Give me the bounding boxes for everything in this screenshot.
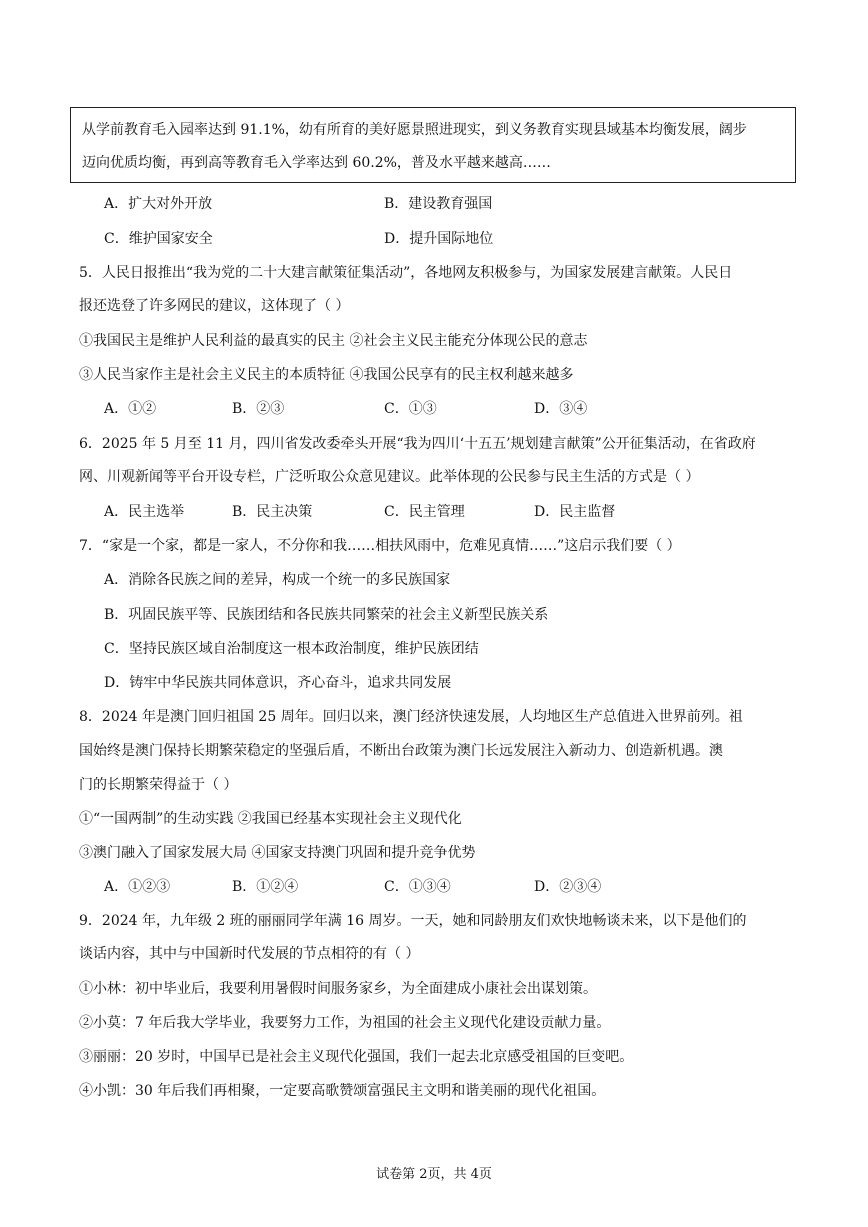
q5-option-c: C．①③ xyxy=(384,401,437,417)
q7-stem: 7．“家是一个家，都是一家人，不分你和我……相扶风雨中，危难见真情……”这启示我们要（ ） xyxy=(79,538,681,554)
q4-option-a: A．扩大对外开放 xyxy=(104,196,213,212)
q6-stem-line-2: 网、川观新闻等平台开设专栏，广泛听取公众意见建议。此举体现的公民参与民主生活的方式是（ ） xyxy=(79,469,700,485)
q9-statement-1: ①小林：初中毕业后，我要利用暑假时间服务家乡，为全面建成小康社会出谋划策。 xyxy=(79,981,597,997)
q8-option-b: B．①②④ xyxy=(232,879,299,895)
q8-option-c: C．①③④ xyxy=(384,879,451,895)
q5-statements-2: ③人民当家作主是社会主义民主的本质特征 ④我国公民享有的民主权利越来越多 xyxy=(79,367,574,383)
q9-statement-3: ③丽丽：20 岁时，中国早已是社会主义现代化强国，我们一起去北京感受祖国的巨变吧。 xyxy=(79,1049,634,1065)
q8-statements-2: ③澳门融入了国家发展大局 ④国家支持澳门巩固和提升竞争优势 xyxy=(79,845,476,861)
q5-option-a: A．①② xyxy=(104,401,157,417)
q6-option-a: A．民主选举 xyxy=(104,504,185,520)
q4-option-d: D．提升国际地位 xyxy=(384,231,494,247)
q5-stem-line-1: 5．人民日报推出“我为党的二十大建言献策征集活动”，各地网友积极参与，为国家发展建言献策。人民日 xyxy=(79,265,733,281)
q8-stem-line-2: 国始终是澳门保持长期繁荣稳定的坚强后盾，不断出台政策为澳门长远发展注入新动力、创造新机遇。澳 xyxy=(79,743,723,759)
q7-option-d: D．铸牢中华民族共同体意识，齐心奋斗，追求共同发展 xyxy=(104,675,452,691)
q6-option-b: B．民主决策 xyxy=(232,504,313,520)
q7-option-a: A．消除各民族之间的差异，构成一个统一的多民族国家 xyxy=(104,572,451,588)
q6-option-d: D．民主监督 xyxy=(534,504,616,520)
q5-statements-1: ①我国民主是维护人民利益的最真实的民主 ②社会主义民主能充分体现公民的意志 xyxy=(79,333,588,349)
q6-option-c: C．民主管理 xyxy=(384,504,465,520)
q8-stem-line-1: 8．2024 年是澳门回归祖国 25 周年。回归以来，澳门经济快速发展，人均地区生产总值进入世界前列。祖 xyxy=(79,709,743,725)
q5-stem-line-2: 报还选登了许多网民的建议，这体现了（ ） xyxy=(79,298,350,314)
q9-stem-line-2: 谈话内容，其中与中国新时代发展的节点相符的有（ ） xyxy=(79,946,420,962)
q4-option-b: B．建设教育强国 xyxy=(384,196,493,212)
q8-option-d: D．②③④ xyxy=(534,879,602,895)
q9-statement-4: ④小凯：30 年后我们再相聚，一定要高歌赞颂富强民主文明和谐美丽的现代化祖国。 xyxy=(79,1083,606,1099)
q9-stem-line-1: 9．2024 年，九年级 2 班的丽丽同学年满 16 周岁。一天，她和同龄朋友们欢快地畅谈未来，以下是他们的 xyxy=(79,913,747,929)
q8-stem-line-3: 门的长期繁荣得益于（ ） xyxy=(79,777,238,793)
q6-stem-line-1: 6．2025 年 5 月至 11 月，四川省发改委牵头开展“我为四川‘十五五’规划建言献策”公开征集活动，在省政府 xyxy=(79,436,756,452)
material-line-2: 迈向优质均衡，再到高等教育毛入学率达到 60.2%，普及水平越来越高…… xyxy=(82,155,551,171)
q4-option-c: C．维护国家安全 xyxy=(104,231,213,247)
page-footer: 试卷第 2页，共 4页 xyxy=(376,1167,492,1182)
q5-option-d: D．③④ xyxy=(534,401,588,417)
q5-option-b: B．②③ xyxy=(232,401,285,417)
q8-statements-1: ①“一国两制”的生动实践 ②我国已经基本实现社会主义现代化 xyxy=(79,811,462,827)
q9-statement-2: ②小莫：7 年后我大学毕业，我要努力工作，为祖国的社会主义现代化建设贡献力量。 xyxy=(79,1015,611,1031)
q7-option-c: C．坚持民族区域自治制度这一根本政治制度，维护民族团结 xyxy=(104,641,479,657)
material-line-1: 从学前教育毛入园率达到 91.1%，幼有所育的美好愿景照进现实，到义务教育实现县域基本均衡发展，阔步 xyxy=(82,122,747,138)
q7-option-b: B．巩固民族平等、民族团结和各民族共同繁荣的社会主义新型民族关系 xyxy=(104,607,549,623)
q8-option-a: A．①②③ xyxy=(104,879,171,895)
